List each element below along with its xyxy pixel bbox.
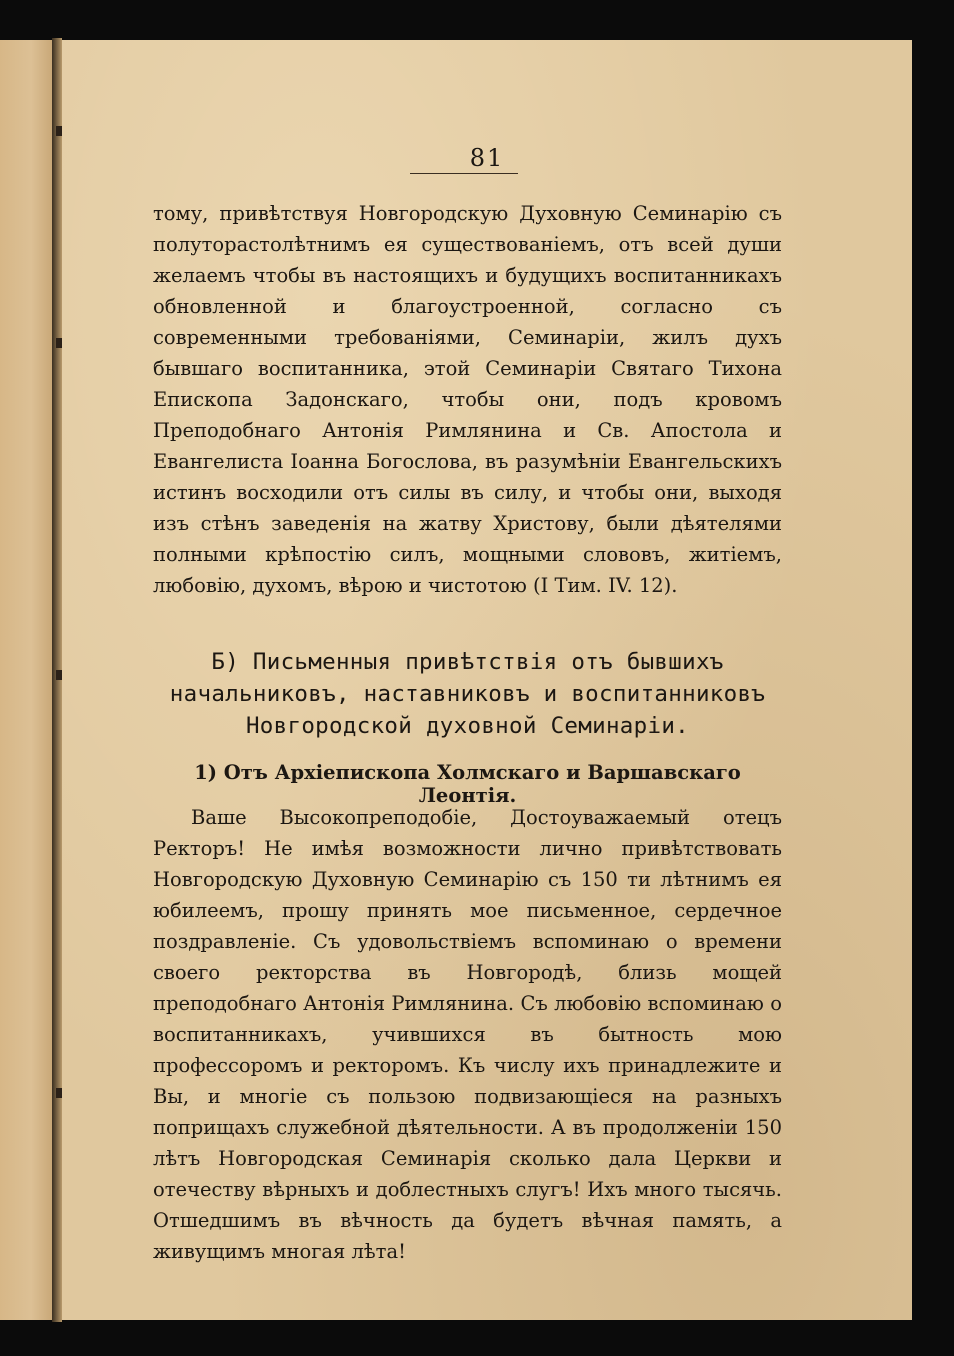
page-edge-mark [56,126,62,136]
section-heading: Б) Письменныя привѣтствія отъ бывшихъ начальниковъ, наставниковъ и воспитанниковъ Новгородской духовной Семинаріи. [169,649,766,739]
page-edge-mark [56,1088,62,1098]
left-page-edge [0,40,54,1320]
book-spine [52,38,62,1322]
page-number-rule [410,173,518,174]
book-page [62,40,912,1320]
letter-subheading: 1) Отъ Архіепископа Холмскаго и Варшавскаго Леонтія. [194,761,741,807]
letter-text-block [153,802,782,1267]
page-edge-mark [56,338,62,348]
letter-paragraph: Ваше Высокопреподобіе, Достоуважаемый отецъ Ректоръ! Не имѣя возможности лично привѣтствовать Новгородскую Духовную Семинарію съ 150 ти лѣтнимъ ея юбилеемъ, прошу принять мое письменное, сердечное поздравленіе. Съ удовольствіемъ вспоминаю о времени своего ректорства въ Новгородѣ, близь мощей преподобнаго Антонія Римлянина. Съ любовію вспоминаю о воспитанникахъ, учившихся въ бытность мою профессоромъ и ректоромъ. Къ числу ихъ принадлежите и Вы, и многіе съ пользою подвизающіеся на разныхъ поприщахъ служебной дѣятельности. А въ продолженіи 150 лѣтъ Новгородская Семинарія сколько дала Церкви и отечеству вѣрныхъ и доблестныхъ слугъ! Ихъ много тысячь. Отшедшимъ въ вѣчность да будетъ вѣчная память, а живущимъ многая лѣта! [153,806,782,1263]
page-edge-mark [56,670,62,680]
page-number: 81 [469,144,505,172]
intro-text-block [153,198,782,601]
intro-paragraph: тому, привѣтствуя Новгородскую Духовную Семинарію съ полуторастолѣтнимъ ея существованіемъ, отъ всей души желаемъ чтобы въ настоящихъ и будущихъ воспитанникахъ обновленной и благоустроенной, согласно съ современными требованіями, Семинаріи, жилъ духъ бывшаго воспитанника, этой Семинаріи Святаго Тихона Епископа Задонскаго, чтобы они, подъ кровомъ Преподобнаго Антонія Римлянина и Св. Апостола и Евангелиста Іоанна Богослова, въ разумѣніи Евангельскихъ истинъ восходили отъ силы въ силу, и чтобы они, выходя изъ стѣнъ заведенія на жатву Христову, были дѣятелями полными крѣпостію силъ, мощными слововъ, житіемъ, любовію, духомъ, вѣрою и чистотою (І Тим. IV. 12). [153,202,782,597]
